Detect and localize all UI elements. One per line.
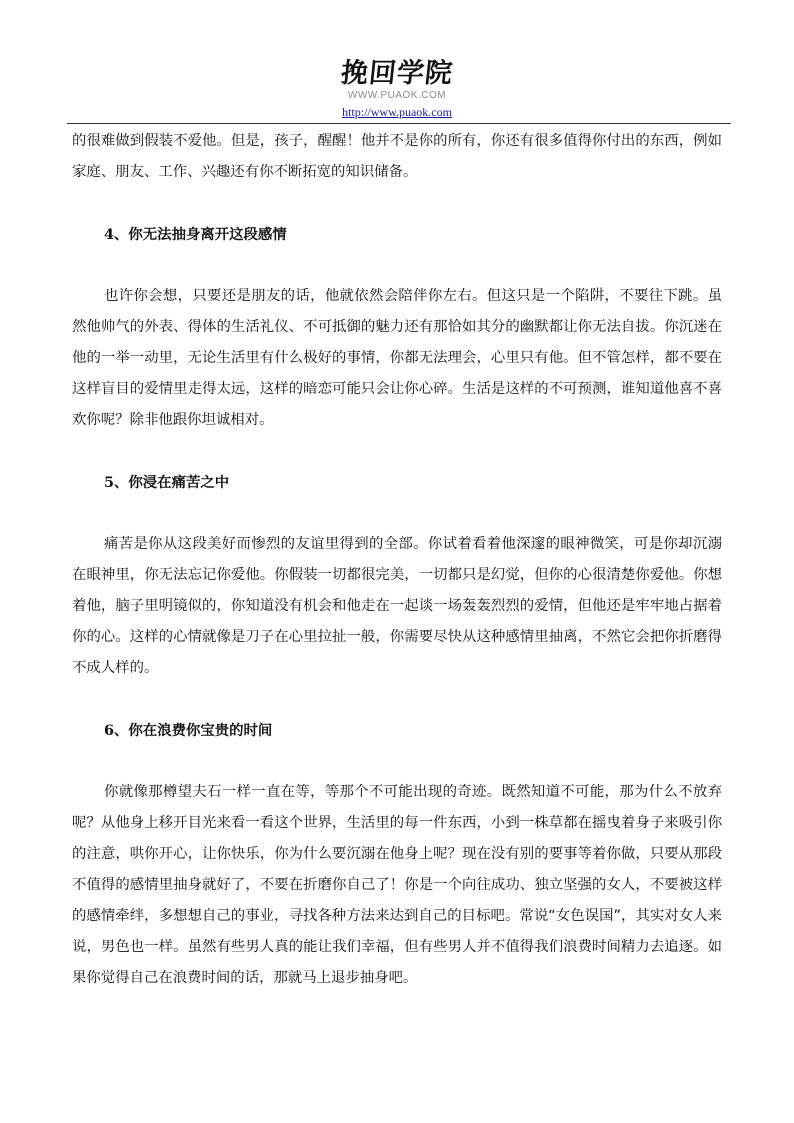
section-heading-5: 5、你浸在痛苦之中 <box>104 474 230 491</box>
section-heading-4: 4、你无法抽身离开这段感情 <box>104 226 287 243</box>
site-link[interactable]: http://www.puaok.com <box>342 105 452 119</box>
logo-subtitle: WWW.PUAOK.COM <box>347 90 447 101</box>
site-logo: 挽回学院 <box>339 58 455 89</box>
header-divider <box>67 123 731 124</box>
section-paragraph-6: 你就像那樽望夫石一样一直在等，等那个不可能出现的奇迹。既然知道不可能，那为什么不放弃呢？从他身上移开目光来看一看这个世界，生活里的每一件东西，小到一株草都在摇曳着身子来吸引你的注意，哄你开心，让你快乐，你为什么要沉溺在他身上呢？现在没有别的要事等着你做，只要从那段不值得的感情里抽身就好了，不要在折磨你自己了！你是一个向往成功、独立坚强的女人，不要被这样的感情牵绊，多想想自己的事业，寻找各种方法来达到自己的目标吧。常说“女色误国”，其实对女人来说，男色也一样。虽然有些男人真的能让我们幸福，但有些男人并不值得我们浪费时间精力去追逐。如果你觉得自己在浪费时间的话，那就马上退步抽身吧。 <box>72 784 722 986</box>
section-paragraph-5: 痛苦是你从这段美好而惨烈的友谊里得到的全部。你试着看着他深邃的眼神微笑，可是你却沉溺在眼神里，你无法忘记你爱他。你假装一切都很完美，一切都只是幻觉，但你的心很清楚你爱他。你想着他，脑子里明镜似的，你知道没有机会和他走在一起谈一场轰轰烈烈的爱情，但他还是牢牢地占据着你的心。这样的心情就像是刀子在心里拉扯一般，你需要尽快从这种感情里抽离，不然它会把你折磨得不成人样的。 <box>72 536 722 676</box>
article-body <box>72 126 722 994</box>
page-header <box>0 58 794 120</box>
section-paragraph-4: 也许你会想，只要还是朋友的话，他就依然会陪伴你左右。但这只是一个陷阱，不要往下跳。虽然他帅气的外表、得体的生活礼仪、不可抵御的魅力还有那恰如其分的幽默都让你无法自拔。你沉迷在他的一举一动里，无论生活里有什么极好的事情，你都无法理会，心里只有他。但不管怎样，都不要在这样盲目的爱情里走得太远，这样的暗恋可能只会让你心碎。生活是这样的不可预测，谁知道他喜不喜欢你呢？除非他跟你坦诚相对。 <box>72 288 722 428</box>
paragraph-continued: 的很难做到假装不爱他。但是，孩子，醒醒！他并不是你的所有，你还有很多值得你付出的东西，例如家庭、朋友、工作、兴趣还有你不断拓宽的知识储备。 <box>72 133 722 180</box>
section-heading-6: 6、你在浪费你宝贵的时间 <box>104 722 273 739</box>
